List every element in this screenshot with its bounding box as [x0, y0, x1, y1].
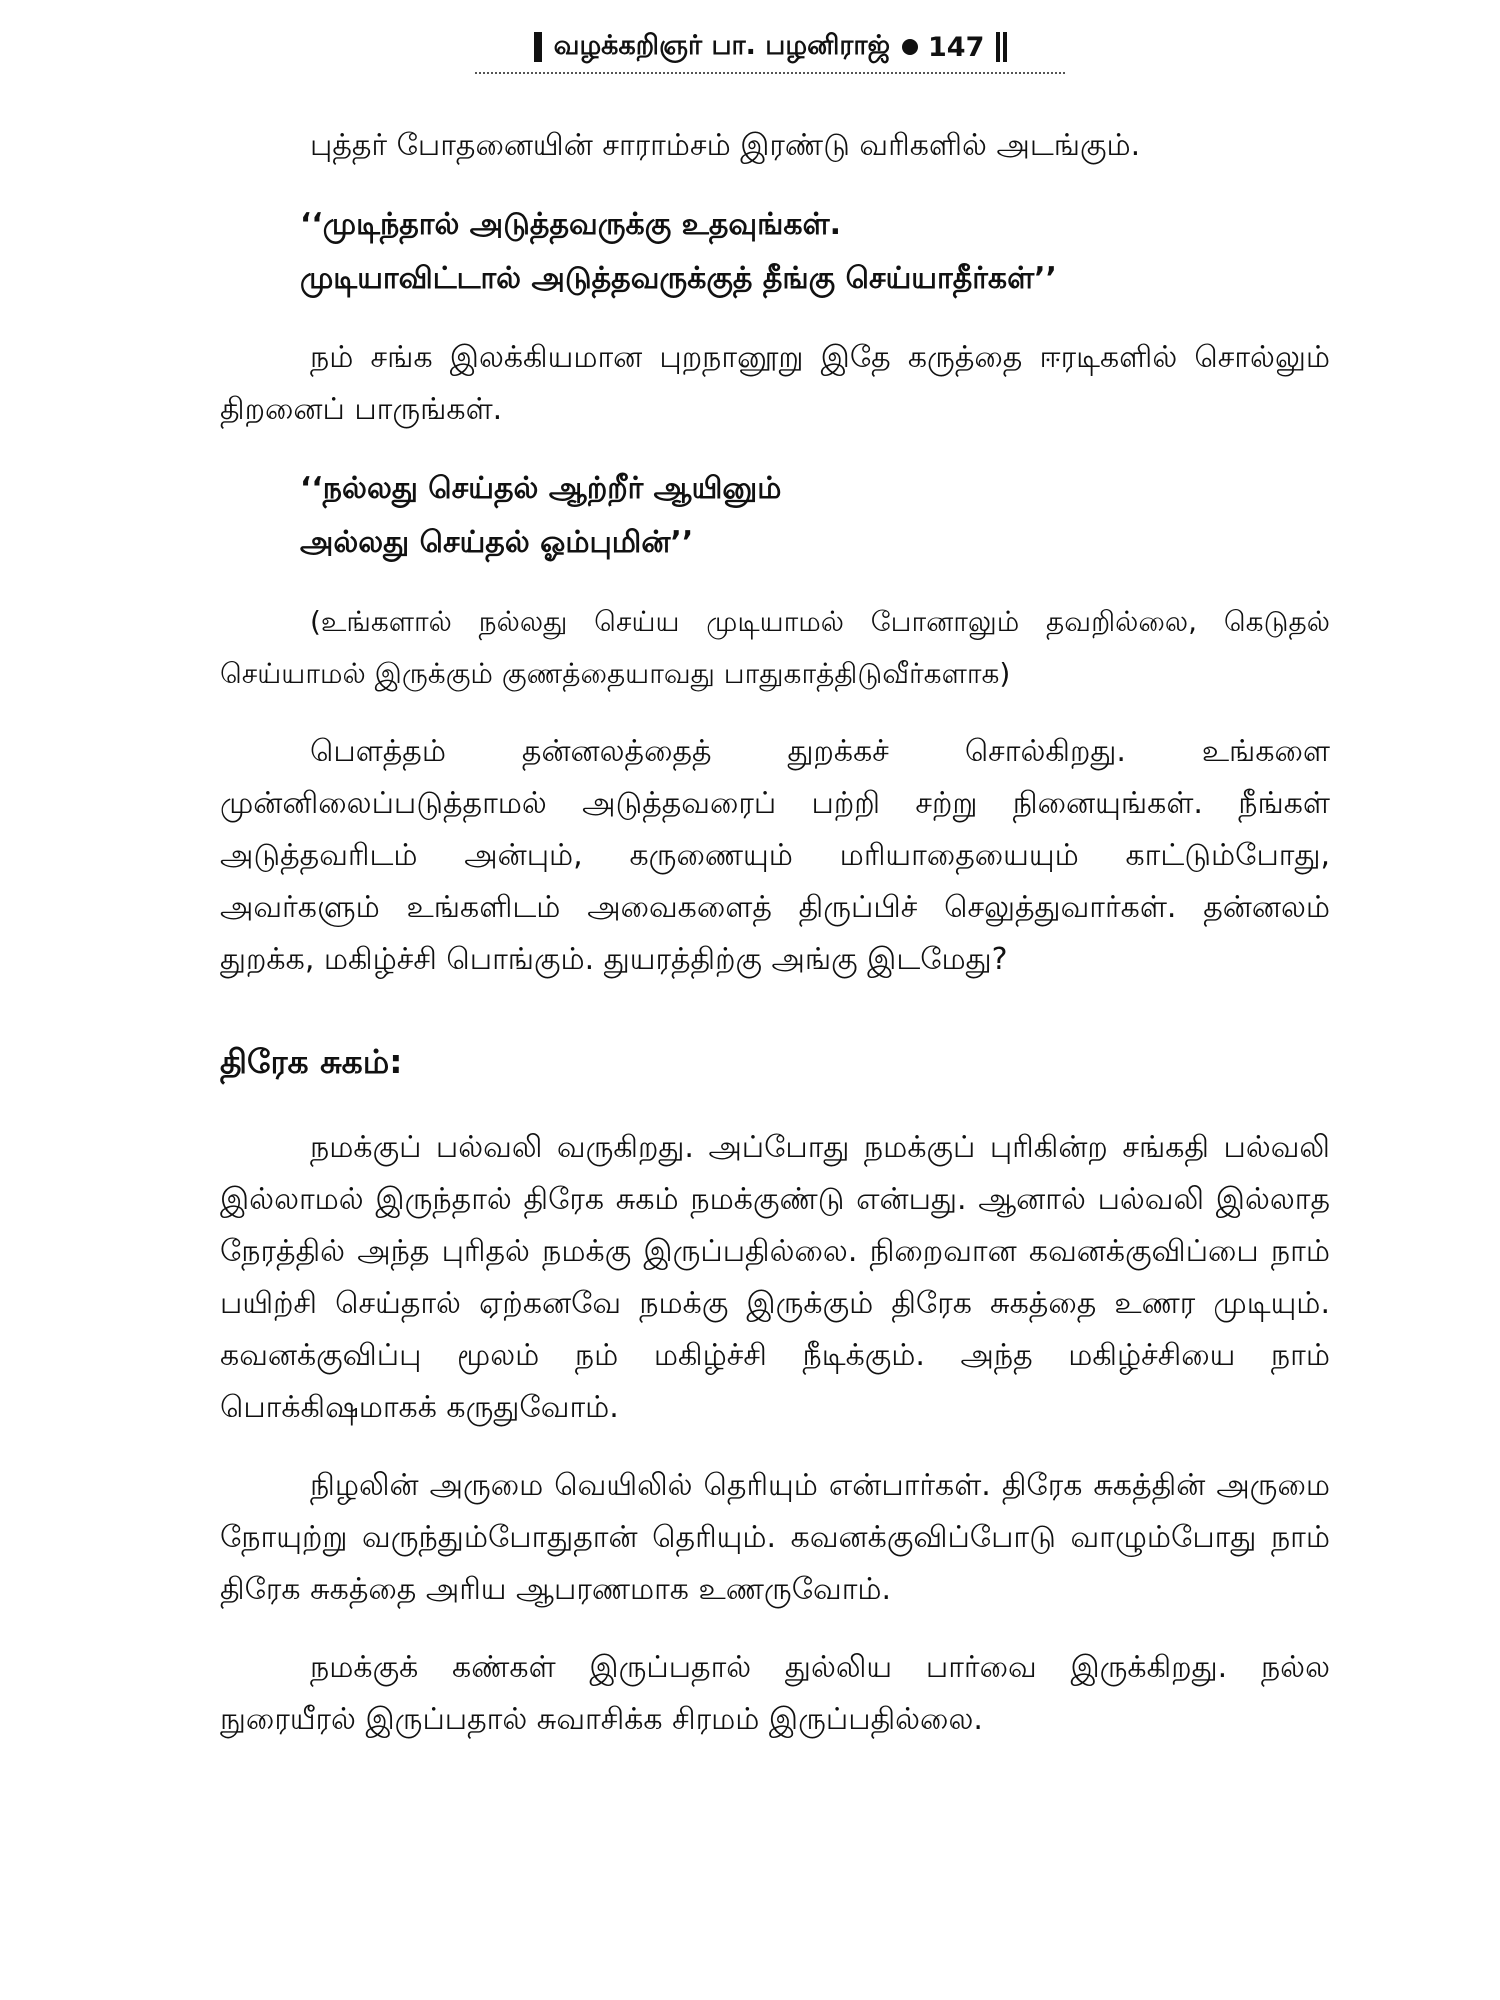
- paragraph-eyes: நமக்குக் கண்கள் இருப்பதால் துல்லிய பார்வை இருக்கிறது. நல்ல நுரையீரல் இருப்பதால் சுவாசிக்க சிரமம் இருப்பதில்லை.: [220, 1650, 1330, 1737]
- header-bullet: [902, 39, 918, 55]
- quote-buddha: [220, 198, 1330, 306]
- header-bar-left: [534, 32, 542, 62]
- paragraph-shade: நிழலின் அருமை வெயிலில் தெரியும் என்பார்கள். திரேக சுகத்தின் அருமை நோயுற்று வருந்தும்போதுதான் தெரியும். கவனக்குவிப்போடு வாழும்போது நாம் திரேக சுகத்தை அரிய ஆபரணமாக உணருவோம்.: [220, 1468, 1330, 1607]
- quote-line: அல்லது செய்தல் ஓம்புமின்’’: [300, 525, 694, 560]
- quote-line: முடியாவிட்டால் அடுத்தவருக்குத் தீங்கு செய்யாதீர்கள்’’: [300, 261, 1057, 296]
- paragraph-explanation: (உங்களால் நல்லது செய்ய முடியாமல் போனாலும் தவறில்லை, கெடுதல் செய்யாமல் இருக்கும் குணத்தையாவது பாதுகாத்திடுவீர்களாக): [220, 605, 1330, 690]
- page-header: [475, 22, 1065, 74]
- quote-line: ‘‘முடிந்தால் அடுத்தவருக்கு உதவுங்கள்.: [300, 207, 842, 242]
- quote-purananuru: [220, 462, 1330, 570]
- paragraph-buddha-essence: புத்தர் போதனையின் சாராம்சம் இரண்டு வரிகளில் அடங்கும்.: [310, 128, 1141, 163]
- paragraph-buddhism: பௌத்தம் தன்னலத்தைத் துறக்கச் சொல்கிறது. உங்களை முன்னிலைப்படுத்தாமல் அடுத்தவரைப் பற்றி சற்று நினையுங்கள். நீங்கள் அடுத்தவரிடம் அன்பும், கருணையும் மரியாதையையும் காட்டும்போது, அவர்களும் உங்களிடம் அவைகளைத் திருப்பிச் செலுத்துவார்கள். தன்னலம் துறக்க, மகிழ்ச்சி பொங்கும். துயரத்திற்கு அங்கு இடமேது?: [220, 734, 1330, 977]
- quote-line: ‘‘நல்லது செய்தல் ஆற்றீர் ஆயினும்: [300, 471, 782, 506]
- header-bar-right: [996, 32, 1000, 62]
- header-author: வழக்கறிஞர் பா. பழனிராஜ்: [553, 29, 891, 61]
- paragraph-purananuru: நம் சங்க இலக்கியமான புறநானூறு இதே கருத்தை ஈரடிகளில் சொல்லும் திறனைப் பாருங்கள்.: [220, 340, 1330, 427]
- paragraph-toothache: நமக்குப் பல்வலி வருகிறது. அப்போது நமக்குப் புரிகின்ற சங்கதி பல்வலி இல்லாமல் இருந்தால் திரேக சுகம் நமக்குண்டு என்பது. ஆனால் பல்வலி இல்லாத நேரத்தில் அந்த புரிதல் நமக்கு இருப்பதில்லை. நிறைவான கவனக்குவிப்பை நாம் பயிற்சி செய்தால் ஏற்கனவே நமக்கு இருக்கும் திரேக சுகத்தை உணர முடியும். கவனக்குவிப்பு மூலம் நம் மகிழ்ச்சி நீடிக்கும். அந்த மகிழ்ச்சியை நாம் பொக்கிஷமாகக் கருதுவோம்.: [220, 1130, 1330, 1425]
- page-body: [220, 120, 1330, 1746]
- header-page-number: 147: [928, 31, 985, 63]
- section-heading: திரேக சுகம்:: [220, 1042, 403, 1081]
